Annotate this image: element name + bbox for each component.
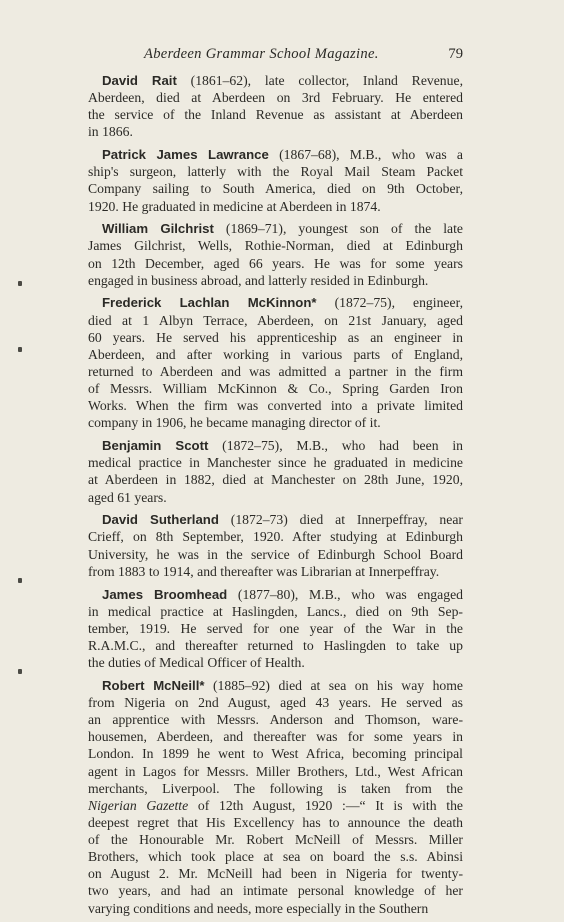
text-line: medical practice in Manchester since he graduated in medicine [88,455,463,471]
text-line [88,294,463,311]
text-line: Company sailing to South America, died on 9th October, [88,181,463,197]
obituary-entry [88,294,463,431]
text-line: at Aberdeen in 1882, died at Manchester on 28th June, 1920, [88,472,463,488]
obituary-entry [88,677,463,917]
person-name: James Broomhead [102,586,228,602]
text-line: Aberdeen, died at Aberdeen on 3rd February. He entered [88,90,463,106]
text-line: London. In 1899 he went to West Africa, becoming principal [88,746,463,762]
running-title: Aberdeen Grammar School Magazine. [144,46,379,62]
text-line: ship's surgeon, latterly with the Royal Mail Steam Packet [88,164,463,180]
obituary-entry [88,511,463,580]
text-line: University, he was in the service of Edinburgh School Board [88,546,463,562]
entry-text: (1872–75), M.B., who had been in [208,438,463,454]
text-line: two years, and had an intimate personal knowledge of her [88,883,463,899]
text-line: R.A.M.C., and thereafter returned to Haslingden to take up [88,637,463,653]
text-line [88,797,463,814]
entry-text: (1861–62), late collector, Inland Revenue, [176,73,463,88]
text-line: from Nigeria on 2nd August, aged 43 years. He served as [88,694,463,710]
text-line: housemen, Aberdeen, and thereafter was for some years in [88,729,463,745]
text-line: in 1866. [88,124,133,140]
text-line: Aberdeen, and after working in various parts of England, [88,346,463,362]
text-line: returned to Aberdeen and was admitted a partner in the firm [88,364,463,380]
text-line: of the Honourable Mr. Robert McNeill of Messrs. Miller [88,832,463,848]
obituary-entry [88,146,463,215]
person-name: Benjamin Scott [102,438,209,454]
page-number: 79 [448,46,463,62]
obituary-entry [88,437,463,506]
text-line: James Gilchrist, Wells, Rothie-Norman, died at Edinburgh [88,238,463,254]
entry-text: (1885–92) died at sea on his way home [204,677,463,693]
text-line: on 12th December, aged 66 years. He was for some years [88,255,463,271]
text-line: Crieff, on 8th September, 1920. After studying at Edinburgh [88,529,463,545]
obituary-entry [88,72,463,141]
page-header [88,44,463,64]
text-line: company in 1906, he became managing director of it. [88,415,381,431]
entry-text: (1867–68), M.B., who was a [268,147,463,163]
text-line [88,677,463,694]
text-line: tember, 1919. He served for one year of the War in the [88,620,463,636]
text-line: varying conditions and needs, more especially in the Southern [88,900,429,916]
text-line [88,586,463,603]
text-line [88,72,463,89]
person-name: Frederick Lachlan McKinnon* [102,295,317,311]
person-name: Robert McNeill* [102,677,205,693]
text-line: the duties of Medical Officer of Health. [88,655,305,671]
text-line: of Messrs. William McKinnon & Co., Spring Garden Iron [88,381,463,397]
obituary-entry [88,586,463,672]
person-name: Patrick James Lawrance [102,147,269,163]
entry-text: (1872–75), engineer, [316,295,463,311]
text-line [88,511,463,528]
obituary-entry [88,220,463,289]
text-line: Works. When the firm was converted into a private limited [88,398,463,414]
margin-mark [18,669,22,674]
entry-text: (1877–80), M.B., who was engaged [227,586,463,602]
text-line: 60 years. He served his apprenticeship as an engineer in [88,329,463,345]
text-line: in medical practice at Haslingden, Lancs., died on 9th Sep- [88,603,463,619]
margin-mark [18,347,22,352]
text-line [88,146,463,163]
entry-text: of 12th August, 1920 :—“ It is with the [188,797,463,813]
entry-text: (1872–73) died at Innerpeffray, near [218,512,463,528]
text-line: Brothers, which took place at sea on board the s.s. Abinsi [88,849,463,865]
margin-mark [18,578,22,583]
text-line: an apprentice with Messrs. Anderson and Thomson, ware- [88,712,463,728]
text-line [88,437,463,454]
gazette-title: Nigerian Gazette [88,797,189,813]
text-line: agent in Lagos for Messrs. Miller Brothers, Ltd., West African [88,763,463,779]
text-line: merchants, Liverpool. The following is taken from the [88,780,463,796]
text-line: aged 61 years. [88,489,167,505]
person-name: David Sutherland [102,512,219,528]
text-line: from 1883 to 1914, and thereafter was Librarian at Innerpeffray. [88,563,440,579]
text-line: 1920. He graduated in medicine at Aberdeen in 1874. [88,198,381,214]
obituary-list [88,72,463,922]
entry-text: (1869–71), youngest son of the late [213,221,463,237]
text-line [88,220,463,237]
text-line: deepest regret that His Excellency has to announce the death [88,814,463,830]
text-line: died at 1 Albyn Terrace, Aberdeen, on 21st January, aged [88,312,463,328]
margin-mark [18,281,22,286]
person-name: William Gilchrist [102,221,214,237]
text-line: engaged in business abroad, and latterly resided in Edinburgh. [88,272,429,288]
text-line: the service of the Inland Revenue as assistant at Aberdeen [88,107,463,123]
text-line: on August 2. Mr. McNeill had been in Nigeria for twenty- [88,866,463,882]
person-name: David Rait [102,73,177,88]
